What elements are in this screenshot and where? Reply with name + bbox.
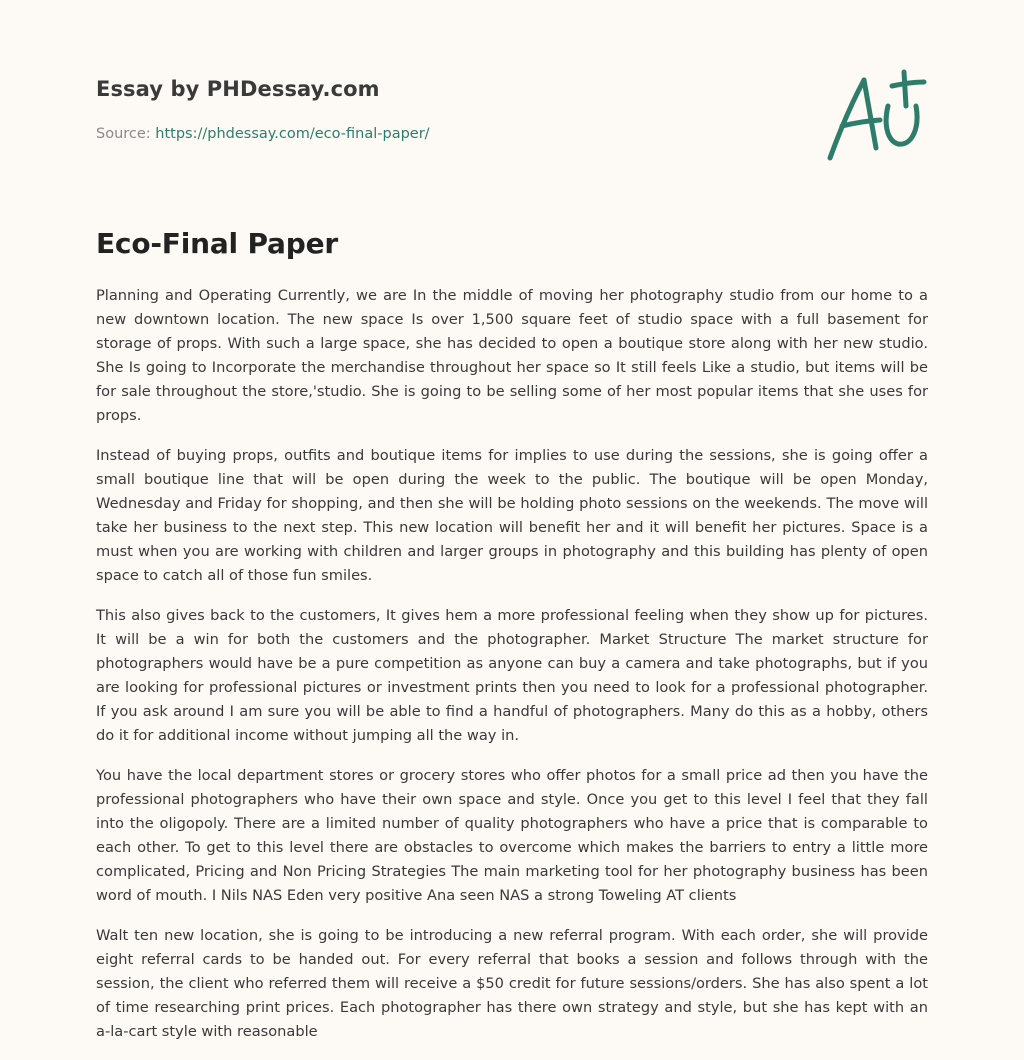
essay-paragraph: You have the local department stores or grocery stores who offer photos for a small price ad then you have the professional photographers who have their own space and style. Once you get to this level I feel that they fall into the oligopoly. There are a limited number of quality photographers who have a price that is comparable to each other. To get to this level there are obstacles to overcome which makes the barriers to entry a little more complicated, Pricing and Non Pricing Strategies The main marketing tool for her photography business has been word of mouth. I Nils NAS Eden very positive Ana seen NAS a strong Toweling AT clients (96, 767, 928, 904)
essay-paragraph: This also gives back to the customers, It gives hem a more professional feeling when they show up for pictures. It will be a win for both the customers and the photographer. Market Structure The market structure for photographers would have be a pure competition as anyone can buy a camera and take photographs, but if you are looking for professional pictures or investment prints then you need to look for a professional photographer. If you ask around I am sure you will be able to find a handful of photographers. Many do this as a hobby, others do it for additional income without jumping all the way in. (96, 607, 928, 744)
essay-title: Eco-Final Paper (96, 227, 338, 260)
essay-paragraph: Instead of buying props, outfits and boutique items for implies to use during the sessions, she is going offer a small boutique line that will be open during the week to the public. The boutique will be open Monday, Wednesday and Friday for shopping, and then she will be holding photo sessions on the weekends. The move will take her business to the next step. This new location will benefit her and it will benefit her pictures. Space is a must when you are working with children and larger groups in photography and this building has plenty of open space to catch all of those fun smiles. (96, 447, 928, 584)
site-brand: Essay by PHDessay.com (96, 77, 380, 101)
essay-paragraph: Walt ten new location, she is going to be introducing a new referral program. With each order, she will provide eight referral cards to be handed out. For every referral that books a session and follows through with the session, the client who referred them will receive a $50 credit for future sessions/orders. She has also spent a lot of time researching print prices. Each photographer has there own strategy and style, but she has kept with an a-la-cart style with reasonable (96, 927, 928, 1040)
source-line (96, 124, 928, 144)
essay-body (96, 284, 928, 1060)
a-plus-grade-icon (820, 66, 930, 166)
essay-paragraph: Planning and Operating Currently, we are In the middle of moving her photography studio from our home to a new downtown location. The new space Is over 1,500 square feet of studio space with a full basement for storage of props. With such a large space, she has decided to open a boutique store along with her new studio. She Is going to Incorporate the merchandise throughout her space so It still feels Like a studio, but items will be for sale throughout the store,'studio. She is going to be selling some of her most popular items that she uses for props. (96, 287, 928, 424)
source-link[interactable]: https://phdessay.com/eco-final-paper/ (155, 126, 430, 142)
page-header (96, 74, 928, 144)
source-label: Source: (96, 126, 151, 142)
